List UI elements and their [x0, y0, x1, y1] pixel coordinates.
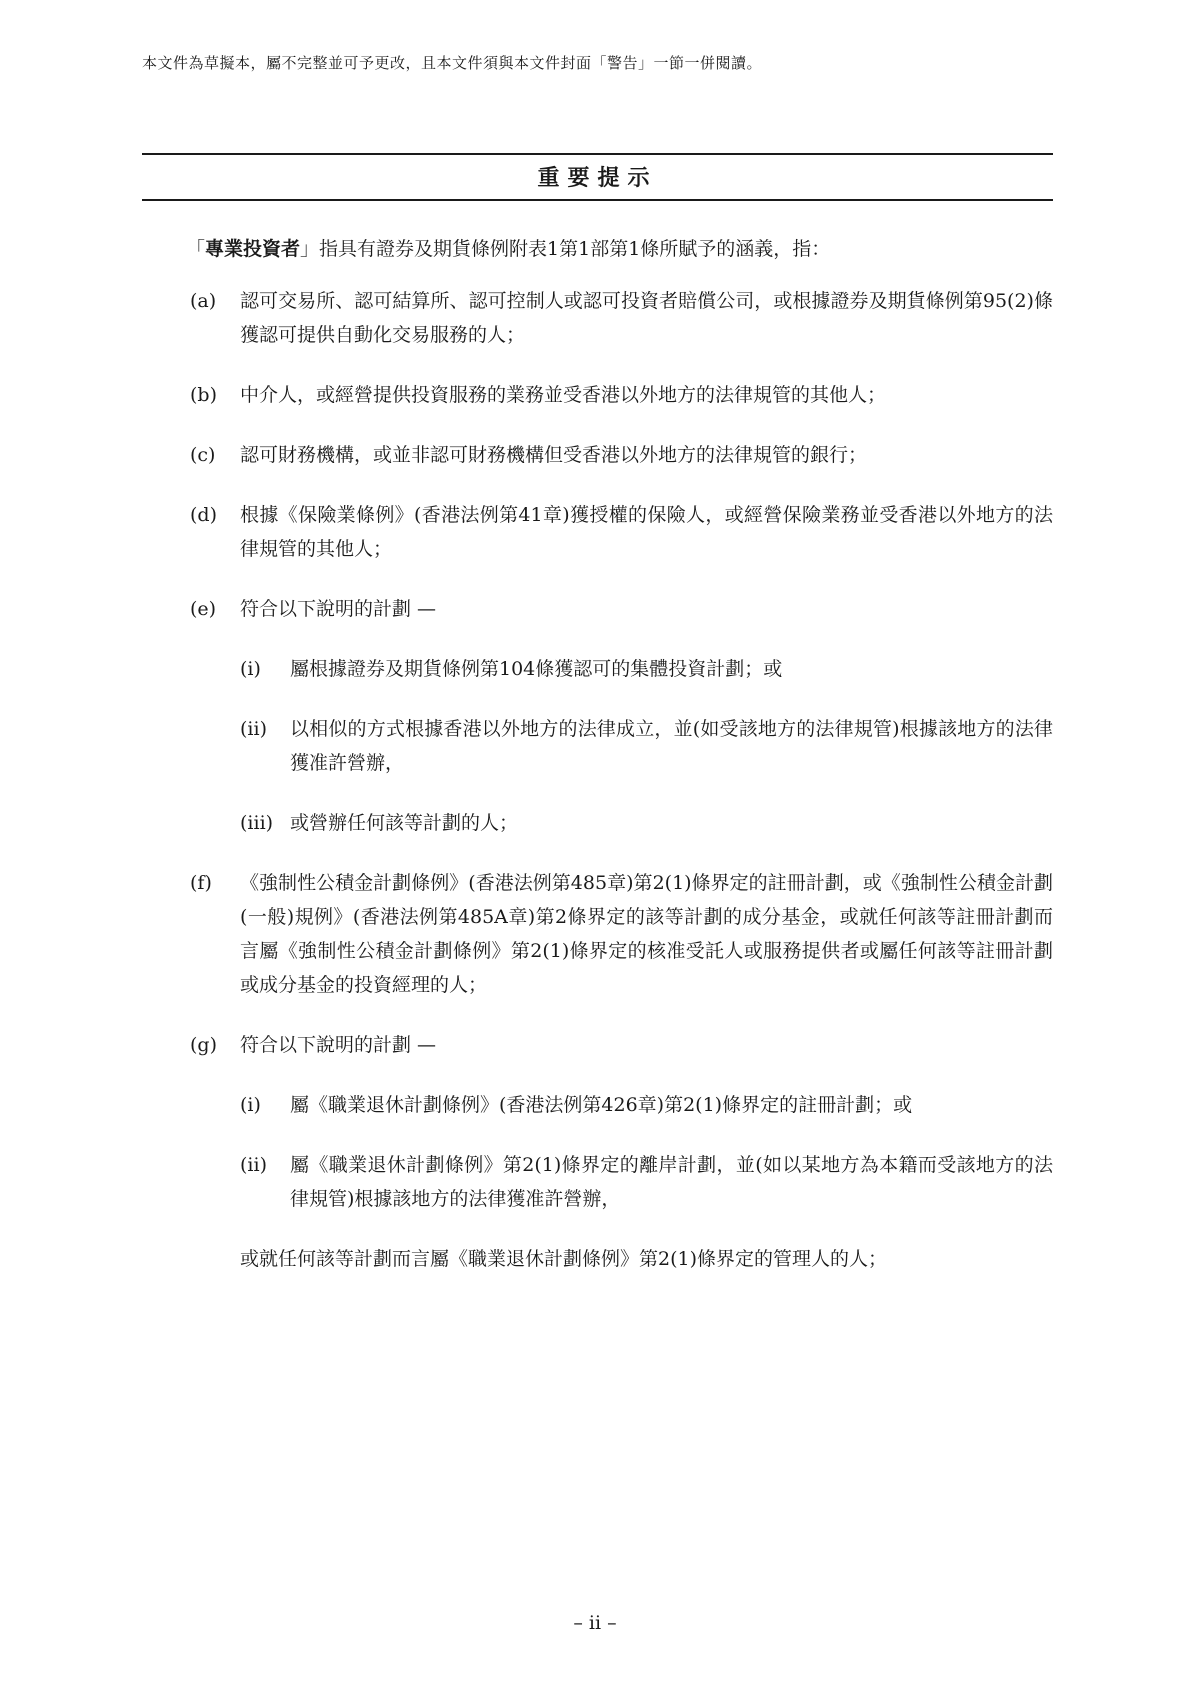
sub-list-item — [142, 1088, 1053, 1122]
sub-list-item-text: 以相似的方式根據香港以外地方的法律成立，並(如受該地方的法律規管)根據該地方的法律獲准許營辦， — [290, 718, 1053, 774]
intro-text: 」指具有證券及期貨條例附表1第1部第1條所賦予的涵義，指： — [300, 238, 831, 260]
sub-list-item-text: 屬《職業退休計劃條例》第2(1)條界定的離岸計劃，並(如以某地方為本籍而受該地方的法律規管)根據該地方的法律獲准許營辦， — [290, 1154, 1053, 1210]
sub-list-item — [142, 1148, 1053, 1216]
list-item-text: 根據《保險業條例》(香港法例第41章)獲授權的保險人，或經營保險業務並受香港以外地方的法律規管的其他人； — [240, 504, 1053, 560]
list-item-text: 《強制性公積金計劃條例》(香港法例第485章)第2(1)條界定的註冊計劃，或《強制性公積金計劃(一般)規例》(香港法例第485A章)第2條界定的該等計劃的成分基金，或就任何該等註冊計劃而言屬《強制性公積金計劃條例》第2(1)條界定的核准受託人或服務提供者或屬任何該等註冊計劃或成分基金的投資經理的人； — [240, 872, 1053, 996]
draft-disclaimer: 本文件為草擬本，屬不完整並可予更改，且本文件須與本文件封面「警告」一節一併閱讀。 — [142, 54, 763, 72]
list-item-label: (e) — [190, 598, 217, 620]
intro-open-quote: 「 — [186, 238, 206, 260]
sub-list-item — [142, 712, 1053, 780]
sub-list-item-label: (i) — [240, 1094, 261, 1116]
list-item-text: 認可財務機構，或並非認可財務機構但受香港以外地方的法律規管的銀行； — [240, 444, 868, 466]
sub-list-item-label: (ii) — [240, 1154, 267, 1176]
intro-paragraph — [186, 232, 1053, 266]
list-item-label: (g) — [190, 1034, 217, 1056]
list-item — [142, 438, 1053, 472]
list-item — [142, 866, 1053, 1002]
list-item-label: (a) — [190, 290, 217, 312]
page-title: 重要提示 — [537, 165, 658, 191]
defined-term: 專業投資者 — [205, 238, 301, 260]
list-item-label: (c) — [190, 444, 216, 466]
list-item-label: (b) — [190, 384, 217, 406]
list-item — [142, 498, 1053, 566]
page-number: – ii – — [573, 1612, 617, 1634]
list-item — [142, 592, 1053, 626]
list-item-text: 認可交易所、認可結算所、認可控制人或認可投資者賠償公司，或根據證券及期貨條例第95(2)條獲認可提供自動化交易服務的人； — [240, 290, 1053, 346]
list-item-label: (d) — [190, 504, 217, 526]
list-item-label: (f) — [190, 872, 212, 894]
sub-list-item-text: 屬根據證券及期貨條例第104條獲認可的集體投資計劃；或 — [290, 658, 783, 680]
title-band — [142, 153, 1053, 201]
list-item-text: 中介人，或經營提供投資服務的業務並受香港以外地方的法律規管的其他人； — [240, 384, 887, 406]
closing-paragraph: 或就任何該等計劃而言屬《職業退休計劃條例》第2(1)條界定的管理人的人； — [240, 1248, 888, 1270]
sub-list-item-label: (i) — [240, 658, 261, 680]
sub-list-item-text: 屬《職業退休計劃條例》(香港法例第426章)第2(1)條界定的註冊計劃；或 — [290, 1094, 913, 1116]
sub-list-item-text: 或營辦任何該等計劃的人； — [290, 812, 519, 834]
list-item-text: 符合以下說明的計劃 — — [240, 598, 437, 620]
document-body — [142, 232, 1053, 1302]
list-item — [142, 284, 1053, 352]
list-item-text: 符合以下說明的計劃 — — [240, 1034, 437, 1056]
list-item — [142, 1028, 1053, 1062]
sub-list-item-label: (ii) — [240, 718, 267, 740]
sub-list-item — [142, 652, 1053, 686]
sub-list-item — [142, 806, 1053, 840]
list-item — [142, 378, 1053, 412]
sub-list-item-label: (iii) — [240, 812, 274, 834]
